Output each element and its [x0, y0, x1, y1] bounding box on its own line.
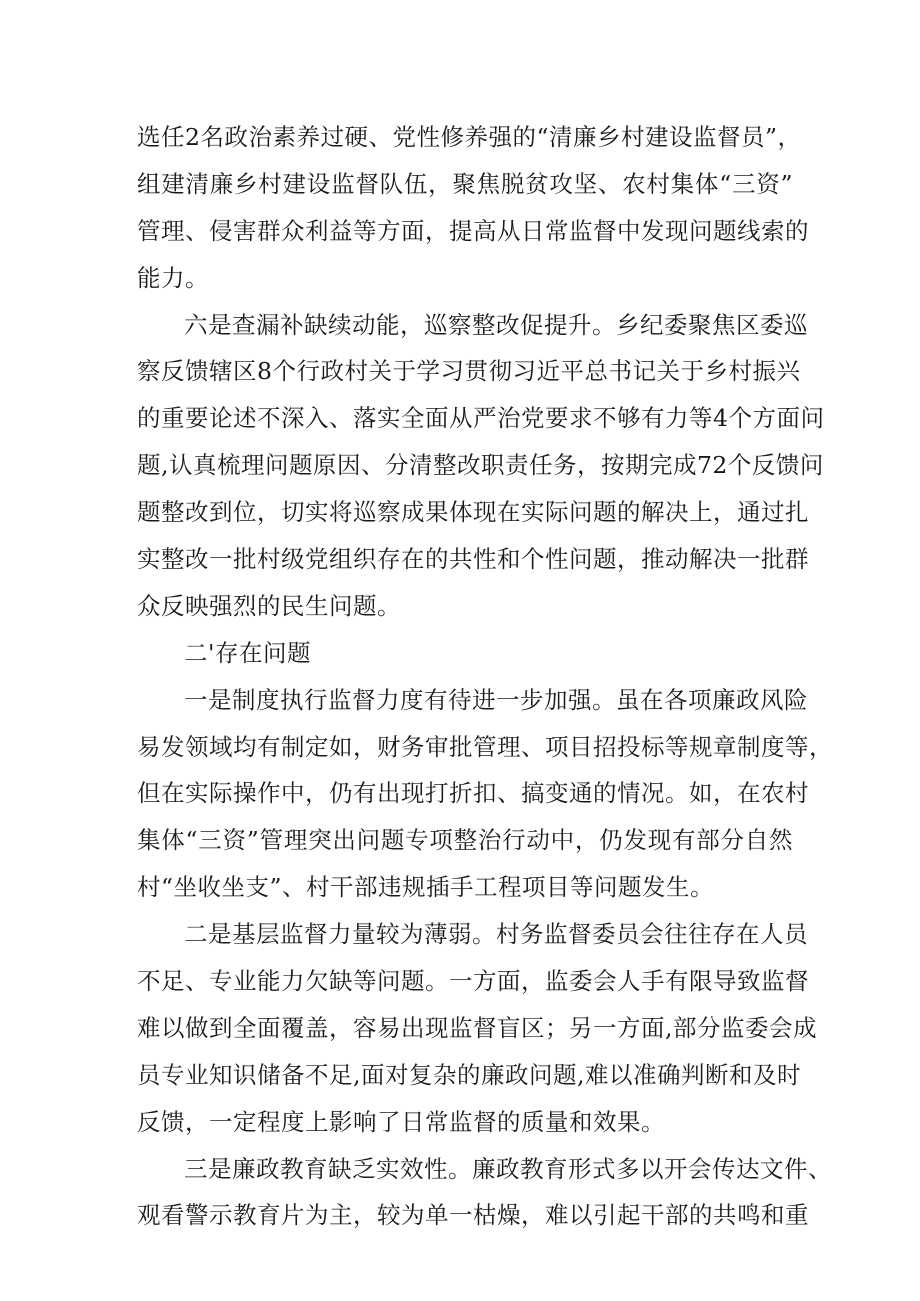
text-line: 六是查漏补缺续动能，巡察整改促提升。乡纪委聚焦区委巡 [184, 310, 808, 339]
text-line: 能力。 [137, 263, 209, 292]
text-line: 三是廉政教育缺乏实效性。廉政教育形式多以开会传达文件、 [184, 1154, 832, 1183]
text-line: 员专业知识储备不足,面对复杂的廉政问题,难以准确判断和及时 [137, 1060, 801, 1089]
text-line: 村“坐收坐支”、村干部违规插手工程项目等问题发生。 [137, 873, 715, 902]
text-line: 选任2名政治素养过硬、党性修养强的“清廉乡村建设监督员”， [137, 123, 802, 151]
text-line: 二'存在问题 [184, 638, 311, 667]
text-line: 题,认真梳理问题原因、分清整改职责任务，按期完成72个反馈问 [137, 451, 824, 480]
text-line: 察反馈辖区8个行政村关于学习贯彻习近平总书记关于乡村振兴 [137, 357, 801, 386]
text-line: 反馈，一定程度上影响了日常监督的质量和效果。 [137, 1107, 665, 1136]
text-line: 的重要论述不深入、落实全面从严治党要求不够有力等4个方面问 [137, 404, 825, 433]
text-line: 题整改到位，切实将巡察成果体现在实际问题的解决上，通过扎 [137, 498, 809, 527]
text-line: 管理、侵害群众利益等方面，提高从日常监督中发现问题线索的 [137, 216, 809, 245]
text-line: 易发领域均有制定如，财务审批管理、项目招投标等规章制度等， [137, 732, 833, 761]
text-line: 实整改一批村级党组织存在的共性和个性问题，推动解决一批群 [137, 545, 809, 574]
text-line: 一是制度执行监督力度有待进一步加强。虽在各项廉政风险 [184, 685, 808, 714]
document-body [137, 114, 833, 1239]
text-line: 不足、专业能力欠缺等问题。一方面，监委会人手有限导致监督 [137, 967, 809, 996]
text-line: 集体“三资”管理突出问题专项整治行动中，仍发现有部分自然 [137, 826, 793, 855]
text-line: 但在实际操作中，仍有出现打折扣、搞变通的情况。如，在农村 [137, 779, 809, 808]
text-line: 众反映强烈的民生问题。 [137, 591, 401, 620]
text-line: 难以做到全面覆盖，容易出现监督盲区；另一方面,部分监委会成 [137, 1013, 817, 1042]
text-line: 二是基层监督力量较为薄弱。村务监督委员会往往存在人员 [184, 920, 808, 949]
text-line: 组建清廉乡村建设监督队伍，聚焦脱贫攻坚、农村集体“三资” [137, 169, 793, 198]
text-line: 观看警示教育片为主，较为单一枯燥，难以引起干部的共鸣和重 [137, 1201, 809, 1230]
